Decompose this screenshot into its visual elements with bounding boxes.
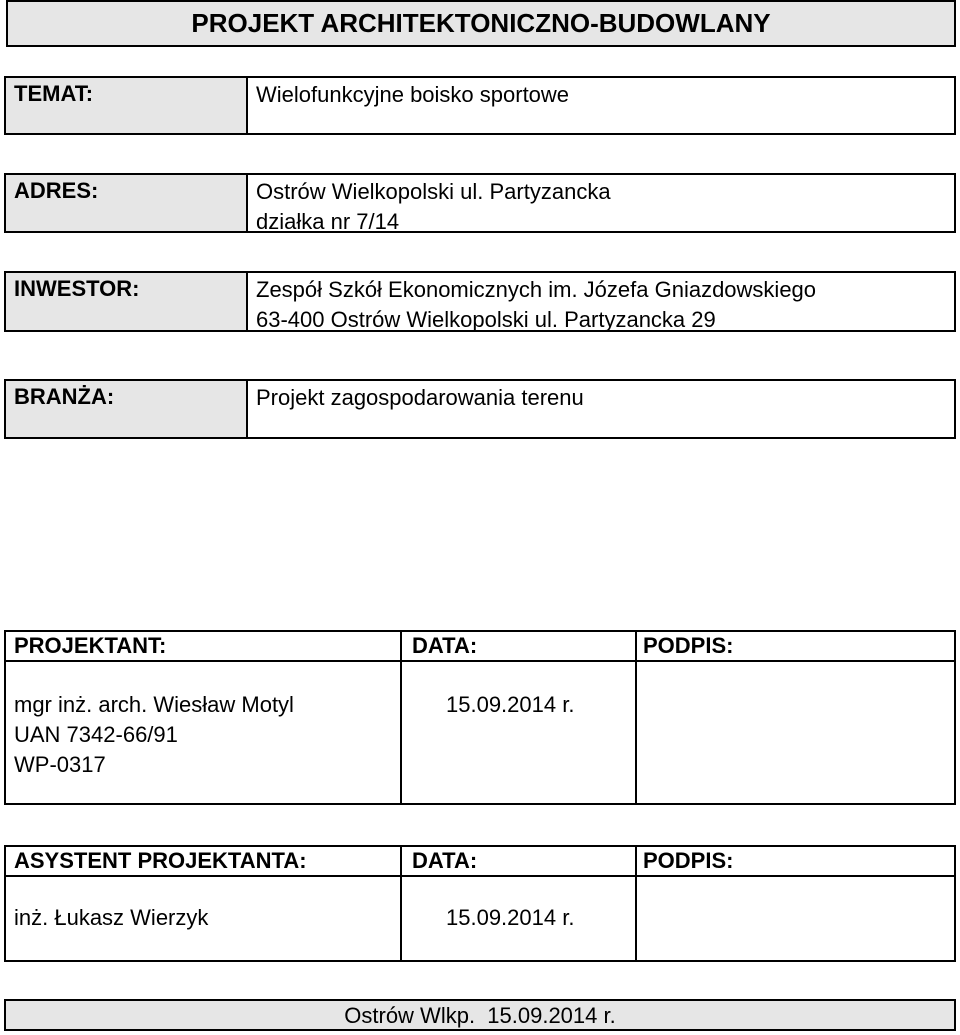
asystent-header (6, 847, 954, 877)
asystent-divider-1 (400, 847, 402, 960)
asystent-signature-field[interactable] (637, 877, 954, 960)
asystent-date-label: DATA: (412, 848, 478, 873)
asystent-name: inż. Łukasz Wierzyk (14, 905, 209, 930)
inwestor-row (4, 271, 956, 332)
branza-label-cell (6, 381, 248, 437)
inwestor-line-1: Zespół Szkół Ekonomicznych im. Józefa Gniazdowskiego (256, 277, 817, 302)
projektant-date: 15.09.2014 r. (446, 692, 575, 717)
inwestor-label: INWESTOR: (14, 276, 140, 301)
inwestor-line-2: 63-400 Ostrów Wielkopolski ul. Partyzancka 29 (256, 307, 716, 332)
adres-label: ADRES: (14, 178, 99, 203)
asystent-table (4, 845, 956, 962)
projektant-name-line-3: WP-0317 (14, 752, 106, 777)
temat-row (4, 76, 956, 135)
footer-place-date: Ostrów Wlkp. 15.09.2014 r. (344, 1003, 616, 1028)
asystent-role-label: ASYSTENT PROJEKTANTA: (14, 848, 307, 873)
adres-line-2: działka nr 7/14 (256, 209, 400, 234)
projektant-date-label: DATA: (412, 633, 478, 658)
adres-value (256, 177, 611, 237)
temat-label-cell (6, 78, 248, 133)
projektant-signature-label: PODPIS: (643, 633, 734, 658)
asystent-signature-label: PODPIS: (643, 848, 734, 873)
temat-value: Wielofunkcyjne boisko sportowe (256, 82, 570, 107)
projektant-signature-field[interactable] (637, 662, 954, 803)
title-box (6, 0, 956, 47)
projektant-divider-1 (400, 632, 402, 803)
footer-box (4, 999, 956, 1031)
branza-row (4, 379, 956, 439)
inwestor-label-cell (6, 273, 248, 330)
projektant-header (6, 632, 954, 662)
adres-row (4, 173, 956, 233)
adres-label-cell (6, 175, 248, 231)
asystent-date: 15.09.2014 r. (446, 905, 575, 930)
projektant-role-label: PROJEKTANT: (14, 633, 167, 658)
projektant-name-line-1: mgr inż. arch. Wiesław Motyl (14, 692, 294, 717)
inwestor-value (256, 275, 816, 335)
projektant-name (14, 690, 294, 780)
projektant-table (4, 630, 956, 805)
adres-line-1: Ostrów Wielkopolski ul. Partyzancka (256, 179, 611, 204)
page-title: PROJEKT ARCHITEKTONICZNO-BUDOWLANY (191, 8, 771, 38)
projektant-name-line-2: UAN 7342-66/91 (14, 722, 178, 747)
branza-label: BRANŻA: (14, 384, 115, 409)
temat-label: TEMAT: (14, 81, 94, 106)
branza-value: Projekt zagospodarowania terenu (256, 385, 584, 410)
